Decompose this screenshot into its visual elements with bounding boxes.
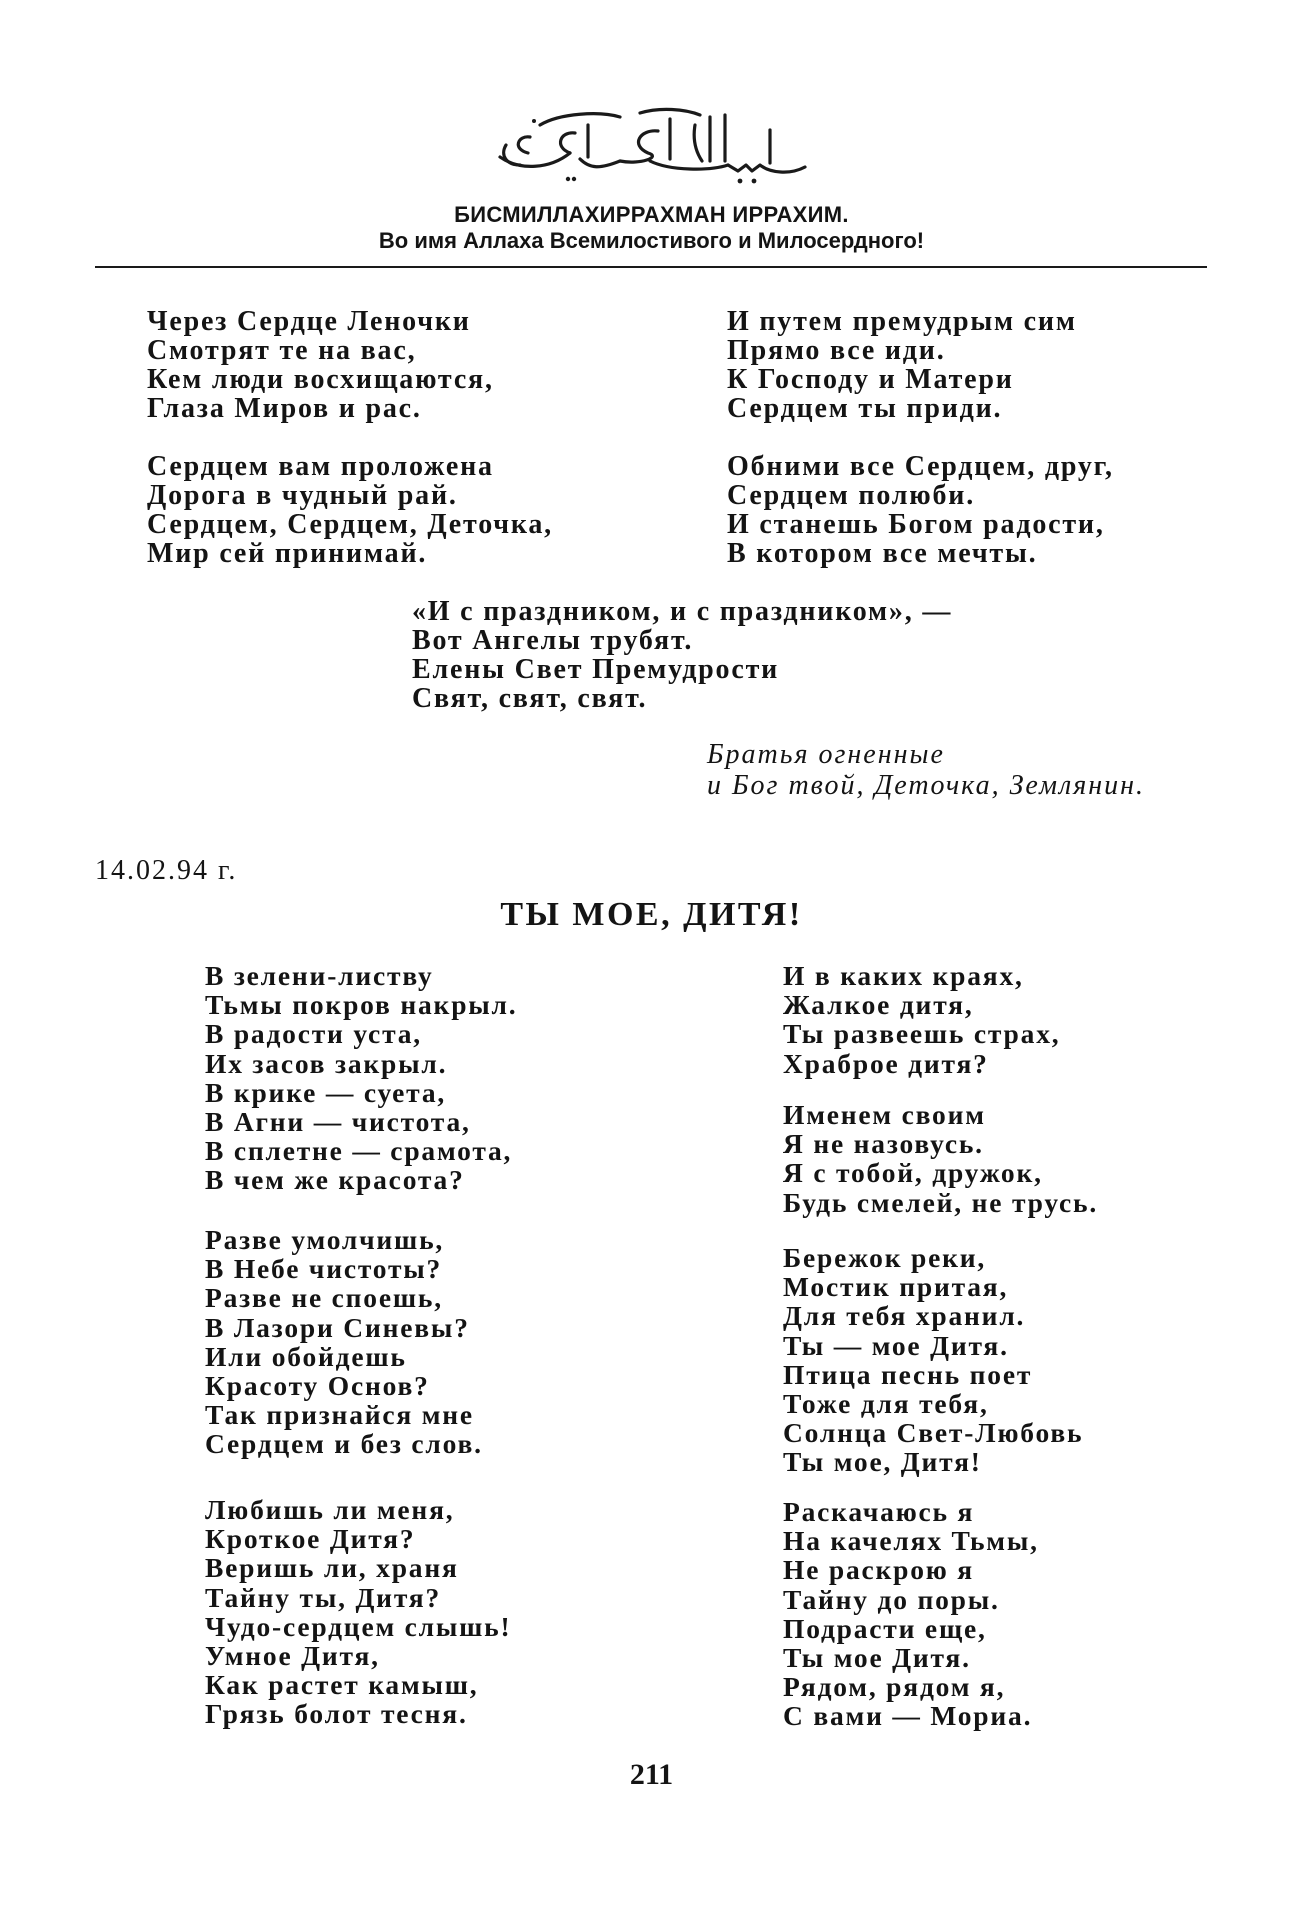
poem-2-left-stanza-3 [205, 1495, 512, 1729]
poem-line: Сердцем ты приди. [727, 393, 1003, 424]
poem-line: В Лазори Синевы? [205, 1311, 470, 1343]
poem-line: Смотрят те на вас, [147, 335, 417, 366]
poem-line: Для тебя хранил. [783, 1300, 1026, 1332]
poem-line: Красоту Основ? [205, 1370, 430, 1402]
poem-line: Ты — мое Дитя. [783, 1329, 1009, 1361]
poem-2-right-stanza-1 [783, 961, 1060, 1078]
poem-line: Тоже для тебя, [783, 1388, 989, 1420]
poem-line: Чудо-сердцем слышь! [205, 1610, 512, 1642]
poem-line: Свят, свят, свят. [412, 683, 648, 714]
poem-line: Солнца Свет-Любовь [783, 1417, 1084, 1449]
page-number: 211 [629, 1758, 674, 1791]
poem-2-right-stanza-4 [783, 1497, 1039, 1731]
poem-line: Их засов закрыл. [205, 1047, 448, 1079]
poem-line: Любишь ли меня, [205, 1494, 455, 1525]
poem-line: Жалкое дитя, [783, 989, 974, 1021]
poem-line: И путем премудрым сим [727, 306, 1077, 337]
poem-1-left-stanza-1 [147, 307, 494, 423]
poem-line: Веришь ли, храня [205, 1552, 459, 1584]
poem-line: В Небе чистоты? [205, 1253, 443, 1285]
poem-line: В зелени-листву [205, 960, 434, 991]
poem-line: Прямо все иди. [727, 335, 946, 366]
poem-line: Именем своим [783, 1099, 986, 1130]
poem-line: Не раскрою я [783, 1554, 974, 1586]
poem-line: Я с тобой, дружок, [783, 1157, 1043, 1189]
poem-line: Разве не споешь, [205, 1282, 443, 1314]
poem-1-center-stanza [412, 597, 952, 713]
poem-line: Кем люди восхищаются, [147, 364, 494, 395]
poem-line: Обними все Сердцем, друг, [727, 451, 1114, 482]
poem-1-right-stanza-2 [727, 452, 1114, 568]
poem-2-title: ТЫ МОЕ, ДИТЯ! [500, 896, 803, 933]
poem-line: И станешь Богом радости, [727, 509, 1105, 540]
poem-line: Бережок реки, [783, 1242, 987, 1273]
poem-line: Мир сей принимай. [147, 538, 428, 569]
poem-line: В котором все мечты. [727, 538, 1038, 569]
poem-line: В чем же красота? [205, 1164, 465, 1196]
poem-line: Глаза Миров и рас. [147, 393, 422, 424]
poem-line: Разве умолчишь, [205, 1224, 445, 1255]
poem-line: Рядом, рядом я, [783, 1671, 1006, 1703]
poem-line: В радости уста, [205, 1018, 422, 1050]
poem-line: «И с праздником, и с праздником», — [412, 596, 953, 627]
signature-line: и Бог твой, Деточка, Землянин. [707, 770, 1146, 801]
poem-line: Подрасти еще, [783, 1612, 987, 1644]
poem-line: На качелях Тьмы, [783, 1525, 1039, 1557]
poem-line: Ты мое, Дитя! [783, 1446, 982, 1478]
poem-line: В крике — суета, [205, 1076, 447, 1108]
poem-line: Дорога в чудный рай. [147, 480, 458, 511]
poem-line: Раскачаюсь я [783, 1496, 975, 1527]
poem-line: Умное Дитя, [205, 1640, 380, 1672]
header-subtitle: Во имя Аллаха Всемилостивого и Милосердного! [378, 228, 925, 253]
poem-line: Кроткое Дитя? [205, 1523, 416, 1555]
poem-line: К Господу и Матери [727, 364, 1014, 395]
poem-line: Так признайся мне [205, 1399, 474, 1431]
poem-line: И в каких краях, [783, 960, 1024, 991]
poem-line: В Агни — чистота, [205, 1106, 471, 1138]
poem-line: Храброе дитя? [783, 1047, 989, 1079]
poem-line: С вами — Мориа. [783, 1700, 1033, 1732]
poem-line: Сердцем полюби. [727, 480, 975, 511]
poem-line: Будь смелей, не трусь. [783, 1186, 1099, 1218]
poem-line: Через Сердце Леночки [147, 306, 471, 337]
header-title: БИСМИЛЛАХИРРАХМАН ИРРАХИМ. [454, 202, 849, 227]
poem-line: Елены Свет Премудрости [412, 654, 780, 685]
poem-1-left-stanza-2 [147, 452, 553, 568]
poem-line: Или обойдешь [205, 1340, 407, 1372]
poem-line: Тьмы покров накрыл. [205, 989, 518, 1021]
poem-line: Тайну до поры. [783, 1583, 1000, 1615]
bismillah-calligraphy [470, 95, 830, 195]
poem-1-signature [707, 739, 1145, 801]
poem-line: Сердцем, Сердцем, Деточка, [147, 509, 553, 540]
poem-line: В сплетне — срамота, [205, 1135, 513, 1167]
poem-line: Грязь болот тесня. [205, 1698, 468, 1730]
signature-line: Братья огненные [707, 739, 945, 770]
poem-2-right-stanza-3 [783, 1243, 1083, 1477]
poem-line: Как растет камыш, [205, 1669, 479, 1701]
poem-line: Я не назовусь. [783, 1128, 984, 1160]
poem-line: Ты развеешь страх, [783, 1018, 1061, 1050]
poem-1-right-stanza-1 [727, 307, 1077, 423]
poem-line: Птица песнь поет [783, 1358, 1033, 1390]
poem-line: Вот Ангелы трубят. [412, 625, 694, 656]
poem-2-right-stanza-2 [783, 1100, 1098, 1217]
poem-2-left-stanza-2 [205, 1225, 483, 1459]
header-divider [95, 266, 1207, 268]
poem-line: Ты мое Дитя. [783, 1642, 971, 1674]
poem-line: Сердцем и без слов. [205, 1428, 483, 1460]
poem-line: Сердцем вам проложена [147, 451, 494, 482]
poem-line: Мостик притая, [783, 1271, 1009, 1303]
poem-2-left-stanza-1 [205, 961, 517, 1195]
poem-line: Тайну ты, Дитя? [205, 1581, 441, 1613]
poem-2-date: 14.02.94 г. [95, 855, 238, 886]
